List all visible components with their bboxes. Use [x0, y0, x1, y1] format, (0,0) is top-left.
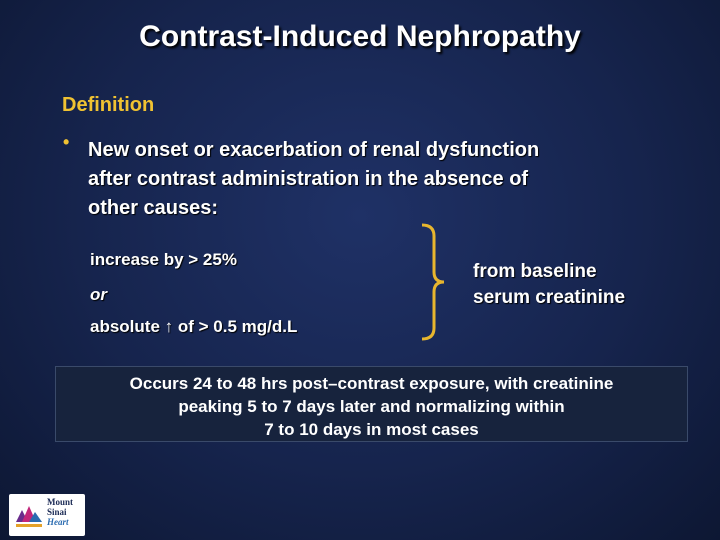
- from-baseline-line-2: serum creatinine: [473, 287, 626, 308]
- from-baseline-line-1: from baseline: [473, 261, 597, 282]
- slide-title: Contrast-Induced Nephropathy: [139, 20, 581, 53]
- bullet-line-2: after contrast administration in the absence of: [88, 168, 529, 190]
- criteria-absolute: absolute ↑ of > 0.5 mg/d.L: [90, 317, 298, 336]
- note-line-1: Occurs 24 to 48 hrs post–contrast exposure, with creatinine: [129, 374, 614, 393]
- from-baseline-label: [473, 259, 625, 311]
- logo-line-1: Mount: [47, 497, 74, 507]
- logo-text: [47, 497, 73, 527]
- timing-note-box: [55, 366, 688, 442]
- bullet-text: [88, 136, 688, 223]
- logo-line-3: Heart: [47, 517, 69, 527]
- logo-line-2: Sinai: [47, 507, 67, 517]
- logo-mark-icon: [12, 496, 46, 534]
- note-line-2: peaking 5 to 7 days later and normalizing within: [178, 397, 565, 416]
- criteria-or: or: [90, 285, 107, 304]
- definition-heading: Definition: [62, 94, 155, 116]
- bullet-line-3: other causes:: [88, 197, 219, 219]
- right-brace-icon: [420, 222, 450, 342]
- criteria-increase: increase by > 25%: [90, 250, 237, 269]
- mount-sinai-heart-logo: [9, 494, 85, 536]
- bullet-marker: •: [63, 132, 70, 152]
- bullet-line-1: New onset or exacerbation of renal dysfunction: [88, 139, 540, 161]
- note-line-3: 7 to 10 days in most cases: [264, 420, 479, 439]
